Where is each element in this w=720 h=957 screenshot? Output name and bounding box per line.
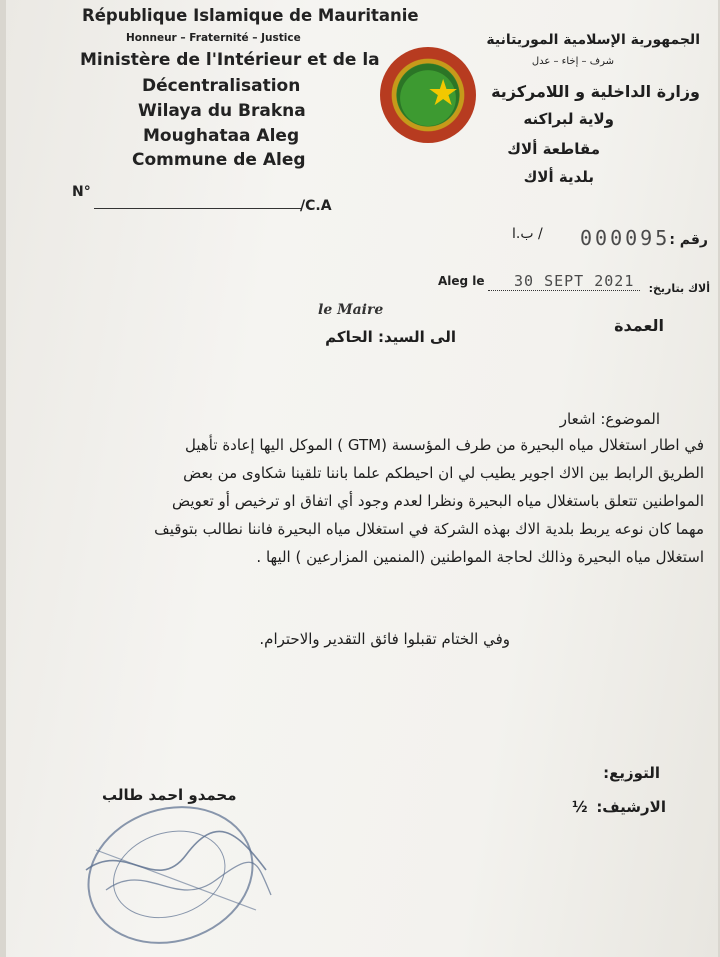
closing: وفي الختام تقبلوا فائق التقدير والاحترام. [259,630,510,648]
sender-ar: العمدة [614,316,664,335]
signatory-name: محمدو احمد طالب [102,786,237,804]
national-seal [380,47,476,143]
ministry-ar: وزارة الداخلية و اللامركزية [491,82,700,101]
document-page [6,0,718,957]
wilaya-ar: ولاية لبراكنه [523,110,614,128]
stamped-number: 000095 [580,226,671,250]
seal-center [397,64,459,126]
archive-label: الارشيف: [596,798,666,816]
moughataa-ar: مقاطعة ألاك [507,140,600,158]
republic-fr: République Islamique de Mauritanie [82,6,419,25]
recipient: الى السيد: الحاكم [325,328,456,346]
number-suffix-ar: / ب.ا [512,226,543,242]
number-suffix-fr: /C.A [300,198,332,214]
body-line-3: المواطنين تتعلق باستغلال مياه البحيرة ونظرا لعدم وجود أي اتفاق او ترخيص أو تعويض [172,492,704,510]
body-line-1: في اطار استغلال مياه البحيرة من طرف المؤسسة (GTM ) الموكل اليها إعادة تأهيل [185,436,704,454]
motto-ar: شرف – إخاء – عدل [531,56,614,67]
ministry-fr-line1: Ministère de l'Intérieur et de la [80,50,380,70]
star-icon: ★ [427,73,460,114]
motto-fr: Honneur – Fraternité – Justice [126,32,301,44]
commune-ar: بلدية ألاك [523,168,594,186]
date-line [488,290,640,291]
archive-value: ½ [572,798,588,816]
number-line-fr [94,208,302,209]
commune-fr: Commune de Aleg [132,150,306,170]
body-line-5: استغلال مياه البحيرة وذالك لحاجة المواطنين (المنمين المزارعين ) اليها . [256,548,704,566]
date-label-ar: ألاك بتاريخ: [648,282,710,295]
republic-ar: الجمهورية الإسلامية الموريتانية [486,32,700,48]
signature [66,800,286,930]
sender-fr: le Maire [318,302,384,318]
moughataa-fr: Moughataa Aleg [143,126,300,146]
wilaya-fr: Wilaya du Brakna [138,101,306,121]
number-label-fr: N° [72,184,91,200]
subject: الموضوع: اشعار [559,410,660,428]
date-label-fr: Aleg le [438,274,485,288]
ministry-fr-line2: Décentralisation [142,76,301,96]
date-value: 30 SEPT 2021 [514,272,635,290]
distribution-label: التوزيع: [603,764,660,782]
body-line-2: الطريق الرابط بين الاك اجوير يطيب لي ان احيطكم علما باننا تلقينا شكاوى من بعض [183,464,704,482]
body-line-4: مهما كان نوعه يربط بلدية الاك بهذه الشركة في استغلال مياه البحيرة فاننا نطالب بتوقيف [154,520,704,538]
number-label-ar: رقم : [669,232,708,248]
